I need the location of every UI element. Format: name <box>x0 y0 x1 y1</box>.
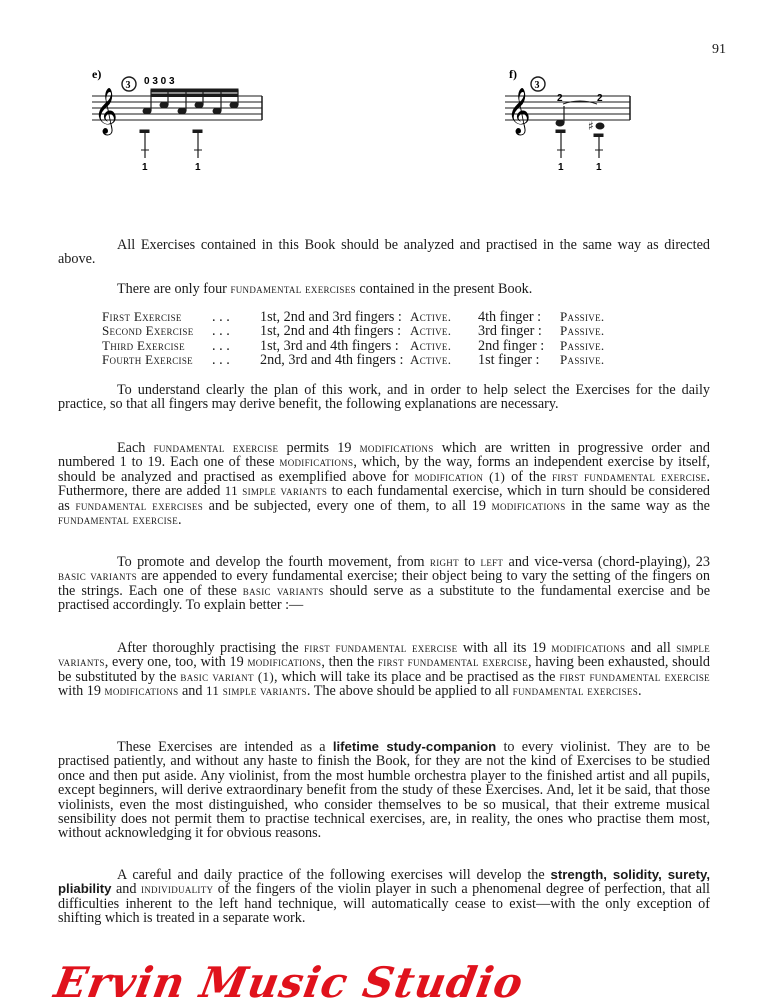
small-caps-term: 11 simple variants <box>206 683 307 699</box>
exercise-name: First Exercise <box>102 309 182 324</box>
small-caps-term: right <box>429 554 459 569</box>
dot-leader: . . . <box>212 309 230 325</box>
paragraph-plan: To understand clearly the plan of this work, and in order to help select the Exercises for the daily practice, so that all fingers may derive benefit, the following explanations are necessary. <box>58 382 710 413</box>
paragraph-careful-practice: A careful and daily practice of the following exercises will develop the strength, solidity, surety, pliability and individuality of the fingers of the violin player in such a phenomenal degree of perfection, that all difficulties inherent to the left hand technique, will automatically cease to exist—with the only exception of shifting which is treated in a separate work. <box>58 867 710 927</box>
example-label: f) <box>509 67 517 81</box>
small-caps-term: left <box>480 554 504 569</box>
small-caps-term: fundamental exercise <box>153 440 279 455</box>
bold-term: lifetime study-companion <box>332 739 497 754</box>
small-caps-term: fundamental exercises <box>512 683 639 699</box>
small-caps-term: 11 simple variants <box>224 483 328 499</box>
exercise-row <box>102 353 604 367</box>
active-fingers: 2nd, 3rd and 4th fingers : <box>260 352 404 369</box>
active-fingers: 1st, 3rd and 4th fingers : <box>260 337 399 354</box>
page-number: 91 <box>712 42 726 57</box>
fingering-number: 2 <box>597 93 603 104</box>
active-status: Active. <box>410 352 452 368</box>
watermark-logo: Ervin Music Studio <box>50 958 528 1007</box>
held-note-2 <box>594 134 603 158</box>
exercise-row <box>102 310 604 324</box>
string-number: 3 <box>534 80 540 91</box>
fingering-numbers: 0 3 0 3 <box>144 76 175 87</box>
active-status: Active. <box>410 309 452 324</box>
finger-number: 1 <box>596 162 602 173</box>
small-caps-term: modification (1) <box>414 468 506 484</box>
paragraph-modifications: Each fundamental exercise permits 19 modifications which are written in progressive order and numbered 1 to 19. Each one of these modifications, which, by the way, forms an independent exercise by itself, should be analyzed and practised as exemplified above for modification (1) of the first fundamental exercise. Futhermore, there are added 11 simple variants to each fundamental exercise, which in turn should be considered as fundamental exercises and be subjected, every one of them, to all 19 modifications in the same way as the fundamental exercise. <box>58 440 711 529</box>
dot-leader: . . . <box>212 352 230 369</box>
active-status: Active. <box>410 337 452 353</box>
passive-finger: 4th finger : <box>478 309 542 325</box>
small-caps-term: first fundamental exercise <box>377 654 528 670</box>
bold-term: strength, solidity, surety, pliability <box>58 867 710 897</box>
held-note-2 <box>193 130 202 158</box>
music-example-e <box>92 66 267 176</box>
passive-finger: 1st finger : <box>478 352 540 369</box>
string-number: 3 <box>125 80 131 91</box>
held-note-1 <box>556 130 565 158</box>
small-caps-term: basic variants <box>242 582 324 598</box>
active-fingers: 1st, 2nd and 4th fingers : <box>260 323 402 340</box>
small-caps-term: basic variant (1) <box>180 668 274 684</box>
small-caps-term: fundamental exercises <box>75 497 203 513</box>
exercise-name: Second Exercise <box>102 323 194 339</box>
small-caps-term: modifications <box>247 654 322 670</box>
tied-notes <box>556 101 604 133</box>
small-caps-term: modifications <box>279 454 354 470</box>
exercise-row <box>102 339 604 353</box>
passive-status: Passive. <box>560 352 605 368</box>
active-fingers: 1st, 2nd and 3rd fingers : <box>260 309 402 325</box>
music-example-f <box>505 66 635 176</box>
held-note-1 <box>140 130 149 158</box>
passive-finger: 3rd finger : <box>478 323 542 340</box>
small-caps-term: fundamental exercises <box>230 281 356 296</box>
small-caps-term: first fundamental exercise <box>552 468 707 484</box>
small-caps-term: modifications <box>359 440 434 455</box>
small-caps-term: first fundamental exercise <box>559 668 710 684</box>
exercise-name: Fourth Exercise <box>102 352 193 368</box>
small-caps-term: modifications <box>491 497 566 513</box>
passive-status: Passive. <box>560 323 605 339</box>
exercise-name: Third Exercise <box>102 337 185 353</box>
passive-status: Passive. <box>560 337 605 353</box>
paragraph-all-exercises: All Exercises contained in this Book should be analyzed and practised in the same way as directed above. <box>58 237 710 268</box>
small-caps-term: basic variants <box>58 568 137 584</box>
fingering-number: 2 <box>557 93 563 104</box>
paragraph-explanation: After thoroughly practising the first fundamental exercise with all its 19 modifications and all simple variants, every one, too, with 19 modifications, then the first fundamental exercise, having been exhausted, should be substituted by the basic variant (1), which will take its place and be practised as the first fundamental exercise with 19 modifications and 11 simple variants. The above should be applied to all fundamental exercises. <box>58 640 711 700</box>
exercise-row <box>102 324 604 338</box>
paragraph-four-exercises: There are only four fundamental exercises contained in the present Book. <box>117 281 533 297</box>
small-caps-term: modifications <box>104 683 179 699</box>
exercise-table <box>102 310 604 368</box>
small-caps-term: modifications <box>551 640 626 655</box>
passive-finger: 2nd finger : <box>478 337 545 354</box>
paragraph-lifetime: These Exercises are intended as a lifetime study-companion to every violinist. They are to be practised patiently, and without any haste to finish the Book, for they are not the kind of Exercises to be studied once and then put aside. Any violinist, from the most humble orchestra player to the finished artist and all pupils, except beginners, will derive extraordinary benefit from the study of these Exercises. And, let it be said, that those violinists, even the most distinguished, who consider themselves to be so musical, that their extreme musical sensibility does not permit them to practise technical exercises, are, in reality, the ones who practise them most, without acknowledging it for obvious reasons. <box>58 739 710 842</box>
small-caps-term: fundamental exercise <box>58 512 179 528</box>
treble-clef-icon: 𝄞 <box>507 88 531 134</box>
example-label: e) <box>92 67 102 81</box>
treble-clef-icon: 𝄞 <box>94 88 118 134</box>
finger-number: 1 <box>142 162 148 173</box>
finger-number: 1 <box>195 162 201 173</box>
small-caps-term: simple variants <box>58 640 711 670</box>
dot-leader: . . . <box>212 323 230 340</box>
passive-status: Passive. <box>560 309 605 324</box>
active-status: Active. <box>410 323 452 339</box>
small-caps-term: individuality <box>140 881 214 897</box>
finger-number: 1 <box>558 162 564 173</box>
paragraph-basic-variants: To promote and develop the fourth movement, from right to left and vice-versa (chord-playing), 23 basic variants are appended to every fundamental exercise; their object being to vary the setting of the fingers on the strings. Each one of these basic variants should serve as a substitute to the fundamental exercise and be practised accordingly. To explain better :— <box>58 554 710 614</box>
small-caps-term: first fundamental exercise <box>304 640 458 655</box>
dot-leader: . . . <box>212 337 230 354</box>
svg-text:♯: ♯ <box>588 119 594 133</box>
